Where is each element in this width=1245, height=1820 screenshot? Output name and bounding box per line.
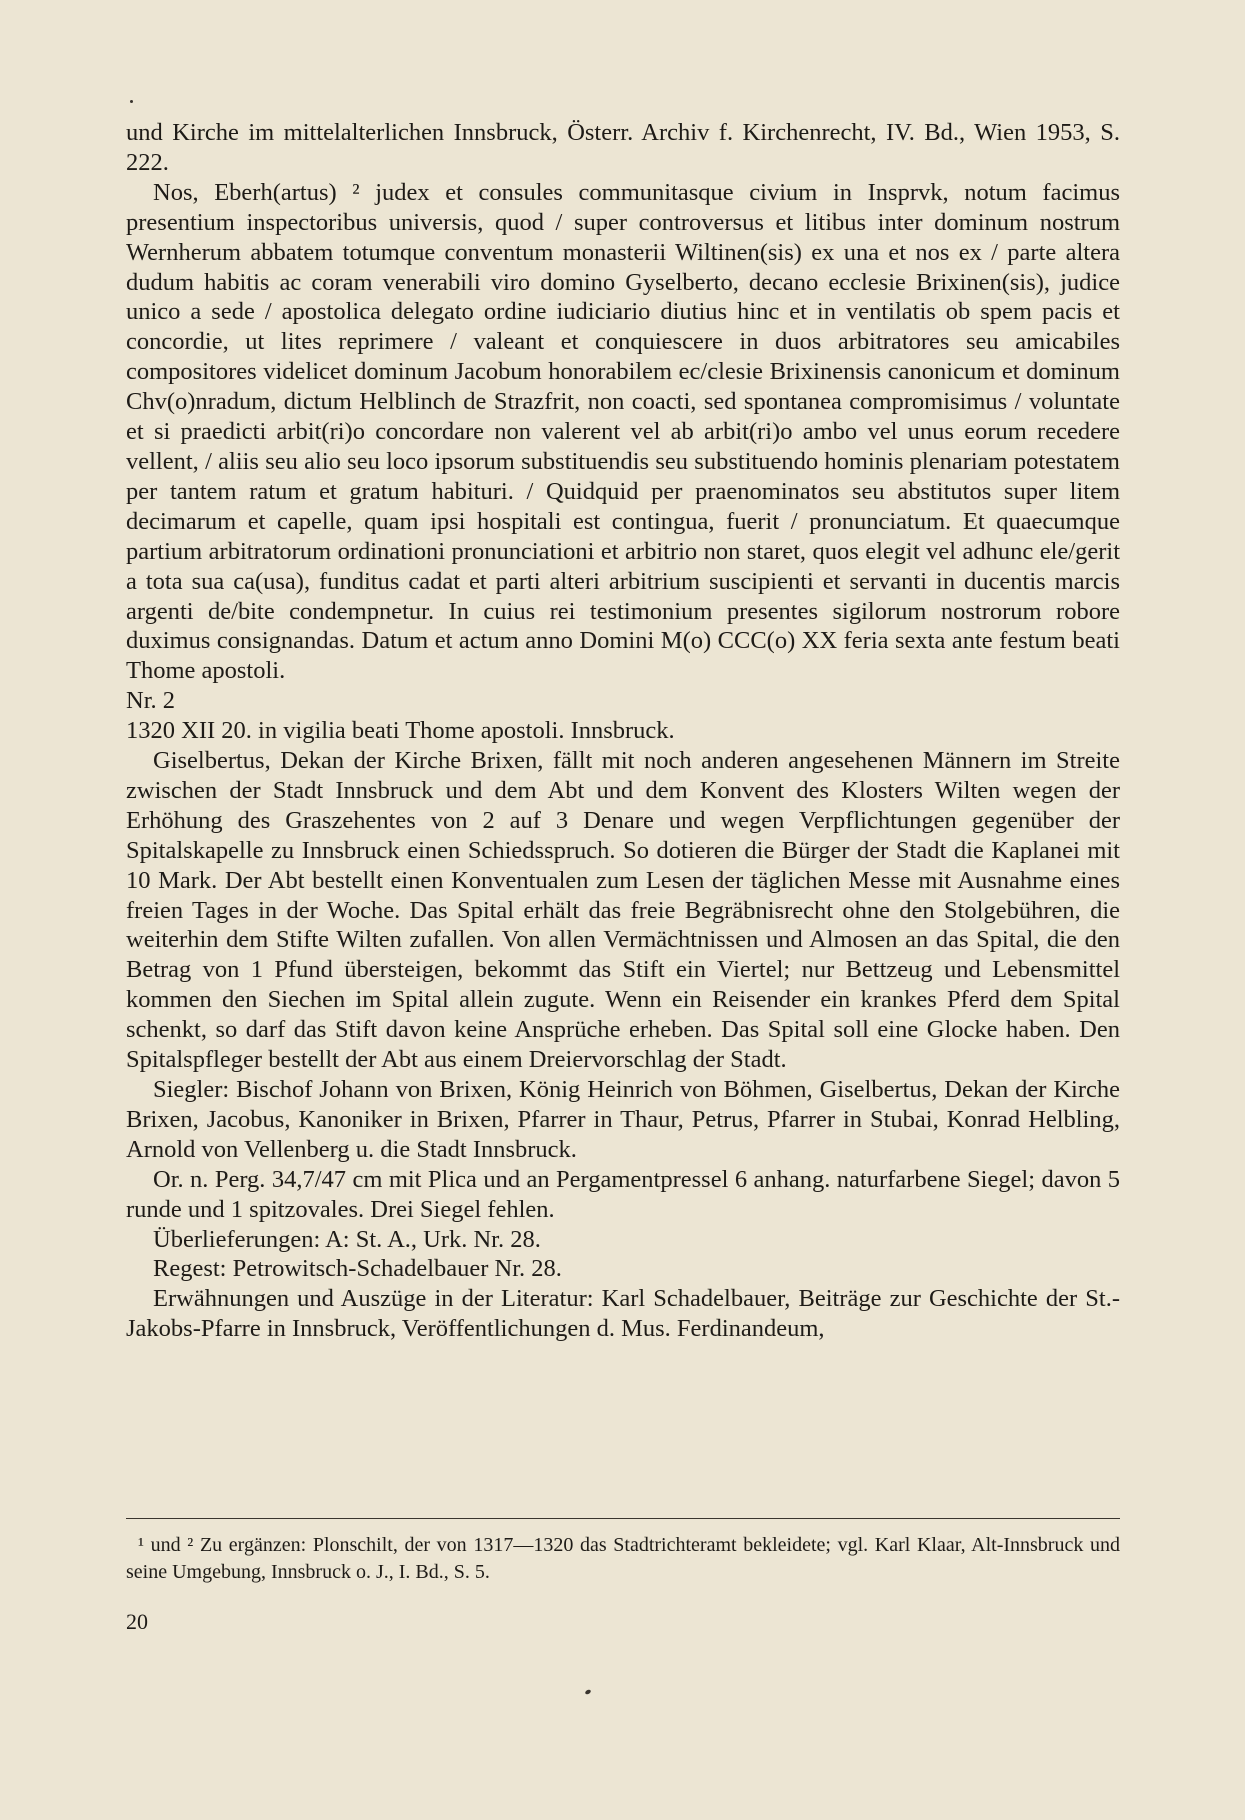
footnote-text: ¹ und ² Zu ergänzen: Plonschilt, der von 1317—1320 das Stadtrichteramt bekleidete; vgl. Karl Klaar, Alt-Innsbruck und seine Umgebung, Innsbruck o. J., I. Bd., S. 5. (126, 1534, 1120, 1583)
page-number: 20 (126, 1609, 148, 1634)
page-speck (584, 1689, 591, 1695)
paragraph-regest: Regest: Petrowitsch-Schadelbauer Nr. 28. (153, 1255, 562, 1283)
paragraph-literature: Erwähnungen und Auszüge in der Literatur: Karl Schadelbauer, Beiträge zur Geschichte der St.-Jakobs-Pfarre in Innsbruck, Veröffentlichungen d. Mus. Ferdinandeum, (126, 1285, 1120, 1343)
footnote-block (126, 1532, 1120, 1586)
paragraph-summary: Giselbertus, Dekan der Kirche Brixen, fällt mit noch anderen angesehenen Männern im Streite zwischen der Stadt Innsbruck und dem Abt und dem Konvent des Klosters Wilten wegen der Erhöhung des Graszehentes von 2 auf 3 Denare und wegen Verpflichtungen gegenüber der Spitalskapelle zu Innsbruck einen Schiedsspruch. So dotieren die Bürger der Stadt die Kaplanei mit 10 Mark. Der Abt bestellt einen Konventualen zum Lesen der täglichen Messe mit Ausnahme eines freien Tages in der Woche. Das Spital erhält das freie Begräbnisrecht ohne den Stolgebühren, die weiterhin dem Stifte Wilten zufallen. Von allen Vermächtnissen und Almosen an das Spital, die den Betrag von 1 Pfund übersteigen, bekommt das Stift ein Viertel; nur Bettzeug und Lebensmittel kommen den Siechen im Spital allein zugute. Wenn ein Reisender ein krankes Pferd dem Spital schenkt, so darf das Stift davon keine Ansprüche erheben. Das Spital soll eine Glocke haben. Den Spitalspfleger bestellt der Abt aus einem Dreiervorschlag der Stadt. (126, 747, 1120, 1074)
page-speck (130, 100, 133, 103)
main-text-block (126, 118, 1120, 1344)
paragraph-ueberlieferungen: Überlieferungen: A: St. A., Urk. Nr. 28. (153, 1225, 541, 1253)
paragraph-latin-document: Nos, Eberh(artus) ² judex et consules communitasque civium in Insprvk, notum facimus presentium inspectoribus universis, quod / super controversus et litibus inter dominum nostrum Wernherum abbatem totumque conventum monasterii Wiltinen(sis) ex una et nos ex / parte altera dudum habitis ac coram venerabili viro domino Gyselberto, decano ecclesie Brixinen(sis), judice unico a sede / apostolica delegato ordine iudiciario diutius hinc et in ventilatis ob spem pacis et concordie, ut lites reprimere / valeant et conquiescere in duos arbitratores seu amicabiles compositores videlicet dominum Jacobum honorabilem ec/clesie Brixinensis canonicum et dominum Chv(o)nradum, dictum Helblinch de Strazfrit, non coacti, sed spontanea compromisimus / voluntate et si praedicti arbit(ri)o concordare non valerent vel ab arbit(ri)o ambo vel unus eorum recedere vellent, / aliis seu alio seu loco ipsorum substituendis seu substituendo hominis plenariam potestatem per tantem ratum et gratum habituri. / Quidquid per praenominatos seu abstitutos super litem decimarum et capelle, quam ipsi hospitali est contingua, fuerit / pronunciatum. Et quaecumque partium arbitratorum ordinationi pronunciationi et arbitrio non staret, quos elegit vel adhunc ele/gerit a tota sua ca(usa), funditus cadat et parti alteri arbitrium suscipienti et servanti in ducentis marcis argenti de/bite condempnetur. In cuius rei testimonium presentes sigilorum nostrorum robore duximus consignandas. Datum et actum anno Domini M(o) CCC(o) XX feria sexta ante festum beati Thome apostoli. (126, 178, 1120, 685)
paragraph-date-line: 1320 XII 20. in vigilia beati Thome apostoli. Innsbruck. (126, 717, 675, 745)
paragraph-citation-continuation: und Kirche im mittelalterlichen Innsbruck, Österr. Archiv f. Kirchenrecht, IV. Bd., Wien 1953, S. 222. (126, 119, 1120, 176)
section-heading: Nr. 2 (126, 687, 175, 715)
footnote-separator (126, 1518, 1120, 1519)
paragraph-original: Or. n. Perg. 34,7/47 cm mit Plica und an Pergamentpressel 6 anhang. naturfarbene Siegel; davon 5 runde und 1 spitzovales. Drei Siegel fehlen. (126, 1165, 1120, 1223)
paragraph-siegler: Siegler: Bischof Johann von Brixen, König Heinrich von Böhmen, Giselbertus, Dekan der Kirche Brixen, Jacobus, Kanoniker in Brixen, Pfarrer in Thaur, Petrus, Pfarrer in Stubai, Konrad Helbling, Arnold von Vellenberg u. die Stadt Innsbruck. (126, 1076, 1120, 1163)
